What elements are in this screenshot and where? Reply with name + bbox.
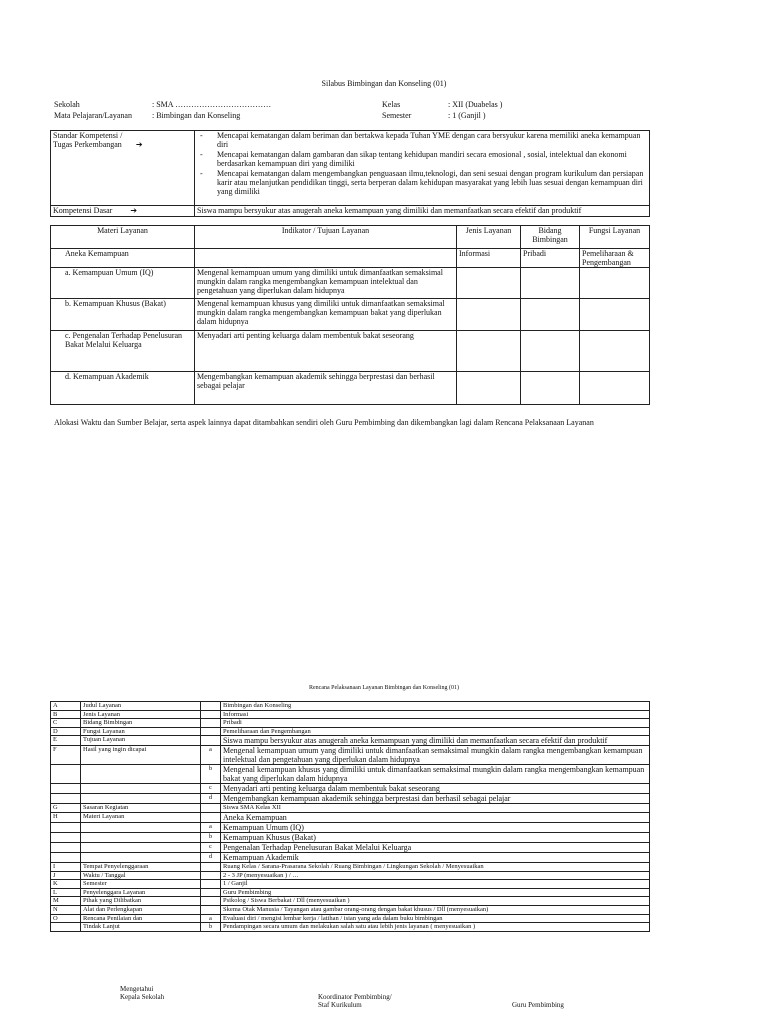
sig-koordinator: Koordinator Pembimbing/ [318,993,392,1001]
sig-mengetahui: Mengetahui [120,985,154,993]
materi-topic: Aneka Kemampuan [51,249,195,268]
rpl-value: Kemampuan Umum (IQ) [221,822,650,832]
table-row [51,702,650,711]
rpl-label [81,842,201,852]
empty-cell [457,331,521,372]
rpl-sub: b [201,765,221,784]
empty-cell [580,372,650,405]
rpl-label: Pihak yang Dilibatkan [81,897,201,906]
table-row [51,268,650,299]
table-row [51,880,650,889]
rpl-label: Materi Layanan [81,812,201,822]
table-row [51,710,650,719]
materi-empty [195,249,457,268]
rpl-value: Menyadari arti penting keluarga dalam membentuk bakat seseorang [221,784,650,794]
rpl-code: F [51,746,81,765]
rpl-value: Pendampingan secara umum dan melakukan salah satu atau lebih jenis layanan ( menyesuaikan ) [221,923,650,932]
standar-item: - Mencapai kematangan dalam beriman dan bertakwa kepada Tuhan YME dengan cara bersyukur karena memiliki aneka kemampuan diri [197,131,647,150]
rpl-sub [201,888,221,897]
table-row [51,832,650,842]
kelas-label: Kelas [382,100,401,109]
empty-cell [580,331,650,372]
rpl-code [51,794,81,804]
materi-fungsi: Pemeliharaan & Pengembangan [580,249,650,268]
rpl-title: Rencana Pelaksanaan Layanan Bimbingan dan Konseling (01) [309,685,459,691]
table-row [51,842,650,852]
arrow-right-icon: ➔ [130,206,138,215]
materi-item: c. Pengenalan Terhadap Penelusuran Bakat Melalui Keluarga [51,331,195,372]
kd-label: Kompetensi Dasar [53,206,113,215]
rpl-sub: a [201,914,221,923]
kd-label-cell [51,206,195,217]
rpl-value: Aneka Kemampuan [221,812,650,822]
semester-label: Semester [382,111,412,120]
sig-staf: Staf Kurikulum [318,1001,362,1009]
rpl-code: K [51,880,81,889]
table-row [51,812,650,822]
rpl-code: E [51,736,81,746]
rpl-code [51,852,81,862]
empty-cell [521,299,580,331]
materi-table [50,225,650,405]
table-row [51,727,650,736]
table-row [51,923,650,932]
table-row [51,719,650,728]
rpl-value: Kemampuan Akademik [221,852,650,862]
standar-label-line1: Standar Kompetensi / [53,131,123,140]
materi-bidang: Pribadi [521,249,580,268]
arrow-right-icon: ➔ [135,140,143,150]
rpl-value: Guru Pembimbing [221,888,650,897]
table-row [51,794,650,804]
standar-label-cell [51,131,195,206]
rpl-value: Siswa SMA Kelas XII [221,804,650,813]
table-row [51,372,650,405]
empty-cell [457,299,521,331]
rpl-sub [201,719,221,728]
standar-kompetensi-table [50,130,650,217]
rpl-value: Bimbingan dan Konseling [221,702,650,711]
rpl-code: B [51,710,81,719]
rpl-code [51,832,81,842]
rpl-value: 1 / Ganjil [221,880,650,889]
rpl-sub [201,812,221,822]
rpl-label [81,765,201,784]
materi-jenis: Informasi [457,249,521,268]
table-row [51,852,650,862]
rpl-sub: b [201,832,221,842]
rpl-label: Tujuan Layanan [81,736,201,746]
kd-text: Siswa mampu bersyukur atas anugerah aneka kemampuan yang dimiliki dan memanfaatkan secara efektif dan produktif [195,206,650,217]
rpl-value: Pribadi [221,719,650,728]
sekolah-label: Sekolah [54,100,80,109]
mapel-value: : Bimbingan dan Konseling [152,111,241,120]
page-title: Silabus Bimbingan dan Konseling (01) [321,79,447,88]
rpl-sub [201,727,221,736]
standar-item: - Mencapai kematangan dalam gambaran dan sikap tentang kehidupan mandiri secara emosional , sosial, intelektual dan ekonomi berdasarkan kemampuan diri yang dimiliki [197,150,647,169]
rpl-value: Pemeliharaan dan Pengembangan [221,727,650,736]
standar-item: - Mencapai kematangan dalam mengembangkan penguasaan ilmu,teknologi, dan seni sesuai dengan program kurikulum dan persiapan karir atau melanjutkan pendidikan tinggi, serta berperan dalam kehidupan masyarakat yang lebih luas sesuai dengan kemampuan diri yang dimiliki [197,169,647,197]
table-row [51,822,650,832]
rpl-sub [201,710,221,719]
rpl-label: Judul Layanan [81,702,201,711]
table-row [51,746,650,765]
indikator-item: Mengenal kemampuan umum yang dimiliki untuk dimanfaatkan semaksimal mungkin dalam rangka mengembangkan kemampuan intelektual dan pengetahuan yang diperlukan dalam hidupnya [195,268,457,299]
rpl-value: Mengembangkan kemampuan akademik sehingga berprestasi dan berhasil sebagai pelajar [221,794,650,804]
rpl-label: Rencana Penilaian dan [81,914,201,923]
table-row [51,905,650,914]
rpl-sub [201,871,221,880]
rpl-label: Tempat Penyelenggaraan [81,862,201,871]
rpl-code [51,765,81,784]
rpl-label [81,784,201,794]
empty-cell [457,372,521,405]
rpl-sub [201,736,221,746]
indikator-item: Menyadari arti penting keluarga dalam membentuk bakat seseorang [195,331,457,372]
rpl-code: O [51,914,81,923]
rpl-sub [201,897,221,906]
rpl-label [81,822,201,832]
rpl-label: Bidang Bimbingan [81,719,201,728]
rpl-sub: a [201,746,221,765]
materi-item: b. Kemampuan Khusus (Bakat) [51,299,195,331]
semester-value: : 1 (Ganjil ) [448,111,486,120]
table-row [51,804,650,813]
rpl-sub: c [201,842,221,852]
rpl-code: I [51,862,81,871]
mapel-label: Mata Pelajaran/Layanan [54,111,132,120]
rpl-value: Mengenal kemampuan khusus yang dimiliki untuk dimanfaatkan semaksimal mungkin dalam rangka mengembangkan kemampuan bakat yang diperlukan dalam hidupnya [221,765,650,784]
rpl-value: Informasi [221,710,650,719]
indikator-item: Mengenal kemampuan khusus yang dimiliki untuk dimanfaatkan semaksimal mungkin dalam rangka mengembangkan kemampuan bakat yang diperlukan dalam hidupnya [195,299,457,331]
rpl-value: Pengenalan Terhadap Penelusuran Bakat Melalui Keluarga [221,842,650,852]
rpl-code: A [51,702,81,711]
table-row [51,784,650,794]
note-text: Alokasi Waktu dan Sumber Belajar, serta aspek lainnya dapat ditambahkan sendiri oleh Guru Pembimbing dan dikembangkan lagi dalam Rencana Pelaksanaan Layanan [54,418,594,427]
rpl-label [81,852,201,862]
rpl-code: G [51,804,81,813]
table-row [51,897,650,906]
table-row [51,736,650,746]
rpl-code: H [51,812,81,822]
rpl-sub [201,880,221,889]
rpl-value: Skema Otak Manusia / Tayangan atau gambar orang-orang dengan bakat khusus / Dll (menyesuaikan) [221,905,650,914]
rpl-sub [201,905,221,914]
indikator-item: Mengembangkan kemampuan akademik sehingga berprestasi dan berhasil sebagai pelajar [195,372,457,405]
materi-item: a. Kemampuan Umum (IQ) [51,268,195,299]
empty-cell [521,372,580,405]
rpl-sub: a [201,822,221,832]
rpl-code: C [51,719,81,728]
rpl-sub: b [201,923,221,932]
sekolah-value: : SMA ……………………………… [152,100,272,109]
standar-label-line2: Tugas Perkembangan [53,140,122,150]
table-row [51,888,650,897]
rpl-code [51,842,81,852]
standar-items-cell [195,131,650,206]
rpl-code: M [51,897,81,906]
rpl-sub: d [201,794,221,804]
table-row [51,871,650,880]
rpl-value: Evaluasi diri / mengisi lembar kerja / latihan / isian yang ada dalam buku bimbingan [221,914,650,923]
header-jenis: Jenis Layanan [457,226,521,249]
rpl-code [51,822,81,832]
kelas-value: : XII (Duabelas ) [448,100,503,109]
rpl-label: Fungsi Layanan [81,727,201,736]
rpl-value: Ruang Kelas / Sarana-Prasarana Sekolah / Ruang Bimbingan / Lingkungan Sekolah / Menyesuaikan [221,862,650,871]
rpl-label: Waktu / Tanggal [81,871,201,880]
rpl-label: Tindak Lanjut [81,923,201,932]
table-row [51,331,650,372]
rpl-value: 2 - 3 JP (menyesuaikan ) / … [221,871,650,880]
table-row [51,765,650,784]
materi-item: d. Kemampuan Akademik [51,372,195,405]
rpl-code [51,784,81,794]
empty-cell [521,268,580,299]
rpl-value: Mengenal kemampuan umum yang dimiliki untuk dimanfaatkan semaksimal mungkin dalam rangka mengembangkan kemampuan intelektual dan pengetahuan yang diperlukan dalam hidupnya [221,746,650,765]
table-row [51,299,650,331]
rpl-label: Alat dan Perlengkapan [81,905,201,914]
sig-guru: Guru Pembimbing [512,1001,564,1009]
rpl-label: Penyelenggara Layanan [81,888,201,897]
empty-cell [521,331,580,372]
header-indikator: Indikator / Tujuan Layanan [195,226,457,249]
rpl-label: Jenis Layanan [81,710,201,719]
header-materi: Materi Layanan [51,226,195,249]
rpl-label: Semester [81,880,201,889]
rpl-sub [201,702,221,711]
sig-kepala: Kepala Sekolah [120,993,165,1001]
table-row [51,862,650,871]
empty-cell [580,268,650,299]
rpl-code: J [51,871,81,880]
header-fungsi: Fungsi Layanan [580,226,650,249]
rpl-code [51,923,81,932]
rpl-value: Psikolog / Siswa Berbakat / Dll (menyesuaikan ) [221,897,650,906]
rpl-table [50,701,650,932]
rpl-code: L [51,888,81,897]
rpl-code: D [51,727,81,736]
rpl-label: Sasaran Kegiatan [81,804,201,813]
rpl-value: Siswa mampu bersyukur atas anugerah aneka kemampuan yang dimiliki dan memanfaatkan secara efektif dan produktif [221,736,650,746]
rpl-label [81,832,201,842]
rpl-sub [201,804,221,813]
header-bidang: Bidang Bimbingan [521,226,580,249]
rpl-sub [201,862,221,871]
rpl-sub: c [201,784,221,794]
rpl-label: Hasil yang ingin dicapai [81,746,201,765]
table-row [51,914,650,923]
rpl-sub: d [201,852,221,862]
empty-cell [580,299,650,331]
rpl-value: Kemampuan Khusus (Bakat) [221,832,650,842]
empty-cell [457,268,521,299]
rpl-label [81,794,201,804]
rpl-code: N [51,905,81,914]
